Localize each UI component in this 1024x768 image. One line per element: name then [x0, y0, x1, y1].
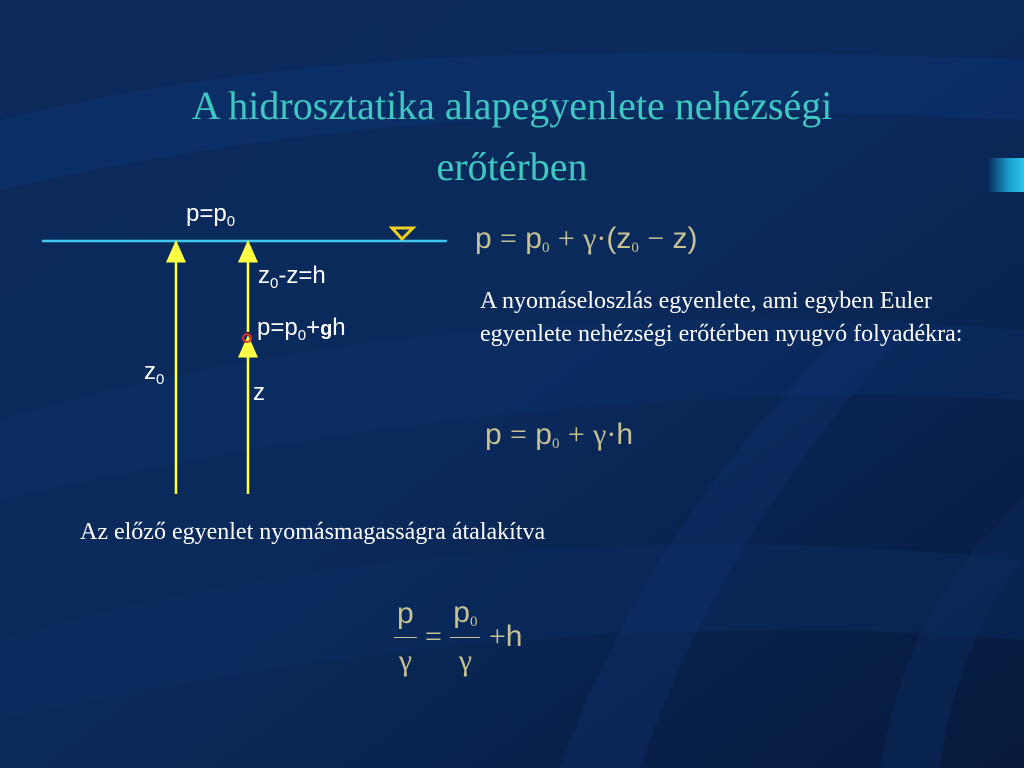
z-label: z	[253, 379, 265, 406]
eq1-dot: ·	[596, 222, 607, 255]
eq3-equals: =	[425, 620, 442, 653]
eq2-h: h	[616, 418, 634, 451]
eq1-z0-sub: 0	[631, 240, 639, 256]
point-label-h: h	[332, 314, 346, 341]
eq2-plus: +	[567, 418, 585, 451]
eq1-plus: +	[557, 222, 575, 255]
eq2-equals: =	[510, 418, 527, 451]
eq3-den2: γ	[458, 644, 473, 677]
eq1-p: p	[475, 222, 492, 255]
eq1-gamma: γ	[583, 222, 597, 255]
depth-label-rest: -z=h	[278, 262, 326, 289]
depth-label	[258, 262, 326, 292]
eq1-p0: p	[525, 222, 542, 255]
slide-title-line2: erőtérben	[436, 144, 588, 189]
z0-label-sub: 0	[156, 371, 165, 388]
eq2-p: p	[485, 418, 502, 451]
surface-marker-icon	[392, 228, 413, 239]
eq1-open: (z	[606, 222, 632, 255]
eq3-num1: p	[394, 597, 417, 638]
point-label-sub: 0	[297, 327, 307, 344]
pressure-head-equation	[394, 596, 522, 678]
point-label-op: +	[306, 314, 321, 341]
z0-label	[144, 358, 164, 388]
eq1-minus: −	[647, 222, 665, 255]
eq1-close: z)	[672, 222, 698, 255]
eq2-dot: ·	[606, 418, 617, 451]
point-pressure-label	[257, 314, 346, 344]
point-marker	[243, 334, 251, 342]
point-label-g: g	[320, 318, 333, 340]
slide-title-line1: A hidrosztatika alapegyenlete nehézségi	[191, 83, 833, 128]
eq1-p0-sub: 0	[541, 240, 550, 256]
surface-label-base: p=p	[186, 200, 227, 227]
pressure-distribution-equation	[475, 222, 697, 257]
transform-text: Az előző egyenlet nyomásmagasságra átalakítva	[80, 519, 546, 545]
eq3-plus: +	[488, 620, 506, 653]
eq3-fraction-left	[394, 597, 417, 678]
eq1-equals: =	[500, 222, 517, 255]
eq3-fraction-right	[450, 596, 480, 678]
surface-label-sub: 0	[226, 213, 236, 230]
eq3-num2-sub: 0	[469, 614, 478, 630]
eq3-den1: γ	[398, 643, 412, 677]
surface-pressure-label	[186, 200, 235, 230]
euler-equation	[485, 418, 633, 453]
eq2-p0: p	[535, 418, 552, 451]
z0-label-base: z	[144, 358, 156, 385]
point-label-base: p=p	[257, 314, 298, 341]
euler-description: A nyomáseloszlás egyenlete, ami egyben Euler egyenlete nehézségi erőtérben nyugvó folyadékra:	[480, 288, 963, 347]
eq2-p0-sub: 0	[551, 436, 560, 452]
eq3-h: h	[505, 620, 523, 653]
depth-label-sub: 0	[270, 275, 279, 292]
eq2-gamma: γ	[593, 418, 607, 451]
eq3-num2: p	[453, 596, 470, 629]
depth-label-base: z	[258, 262, 270, 289]
